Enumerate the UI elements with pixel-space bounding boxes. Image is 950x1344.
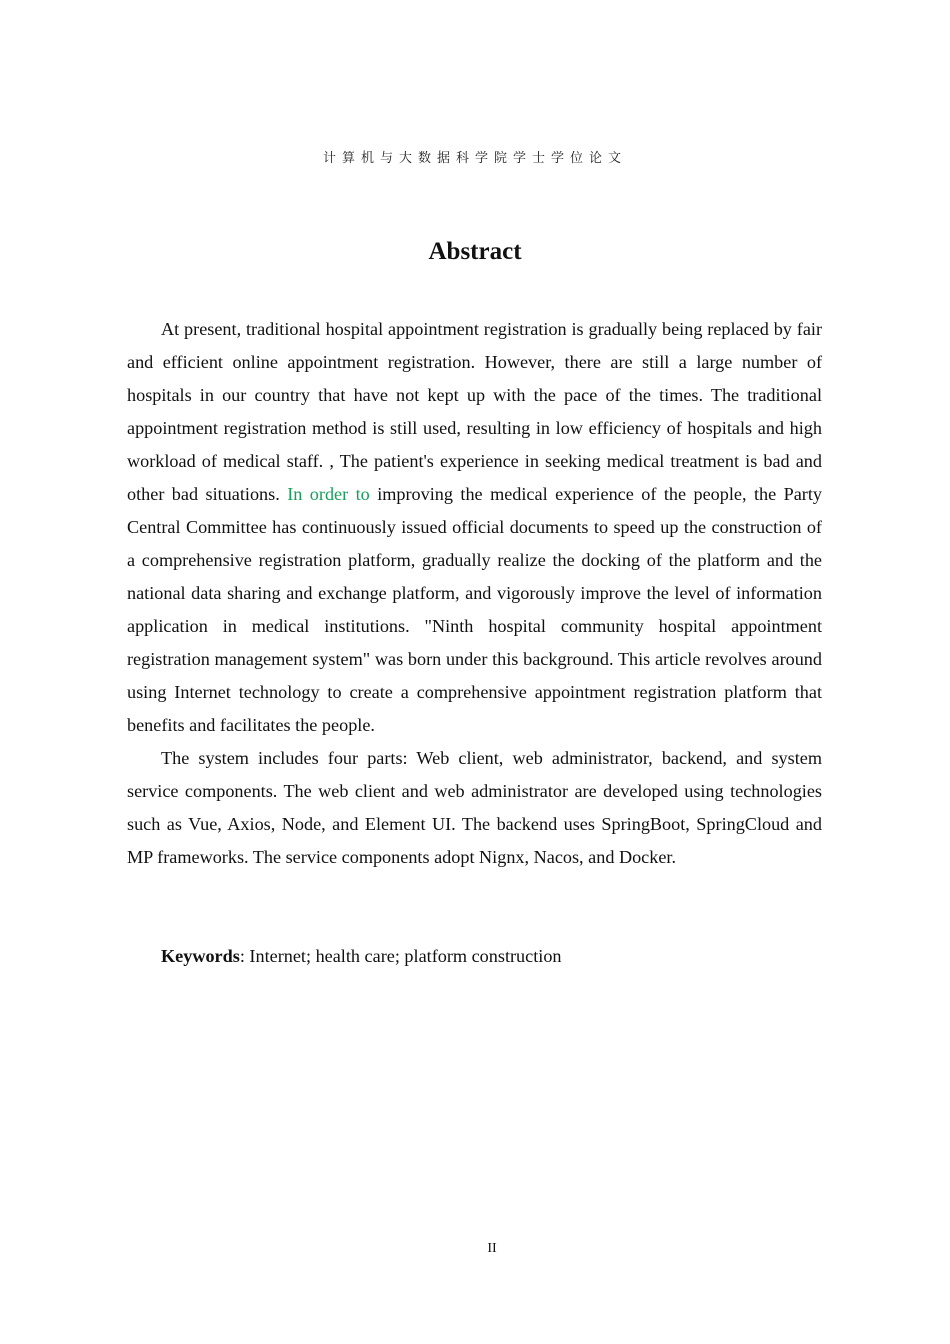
abstract-title: Abstract [428,238,522,265]
paragraph-1-text-end: improving the medical experience of the people, the Party Central Committee has continuously issued official documents to speed up the construction of a comprehensive registration platform, gradually realize the docking of the platform and the national data sharing and exchange platform, and vigorously improve the level of information application in medical institutions. "Ninth hospital community hospital appointment registration management system" was born under this background. This article revolves around using Internet technology to create a comprehensive appointment registration platform that benefits and facilitates the people. [127,484,823,735]
highlighted-phrase: In order to [287,484,370,504]
paragraph-1-text-start: At present, traditional hospital appointment registration is gradually being replaced by fair and efficient online appointment registration. However, there are still a large number of hospitals in our country that have not kept up with the pace of the times. The traditional appointment registration method is still used, resulting in low efficiency of hospitals and high workload of medical staff. , The patient's experience in seeking medical treatment is bad and other bad situations. [127,319,822,504]
abstract-paragraph-1 [127,313,822,742]
running-header: 计算机与大数据科学院学士学位论文 [322,151,627,166]
page-number: II [487,1241,497,1256]
abstract-paragraph-2: The system includes four parts: Web client, web administrator, backend, and system service components. The web client and web administrator are developed using technologies such as Vue, Axios, Node, and Element UI. The backend uses SpringBoot, SpringCloud and MP frameworks. The service components adopt Nignx, Nacos, and Docker. [127,748,822,867]
keywords-line [161,940,562,973]
keywords-label: Keywords [161,946,240,966]
abstract-body [127,313,822,874]
keywords-value: Internet; health care; platform construction [249,946,562,966]
keywords-separator: : [239,946,250,966]
